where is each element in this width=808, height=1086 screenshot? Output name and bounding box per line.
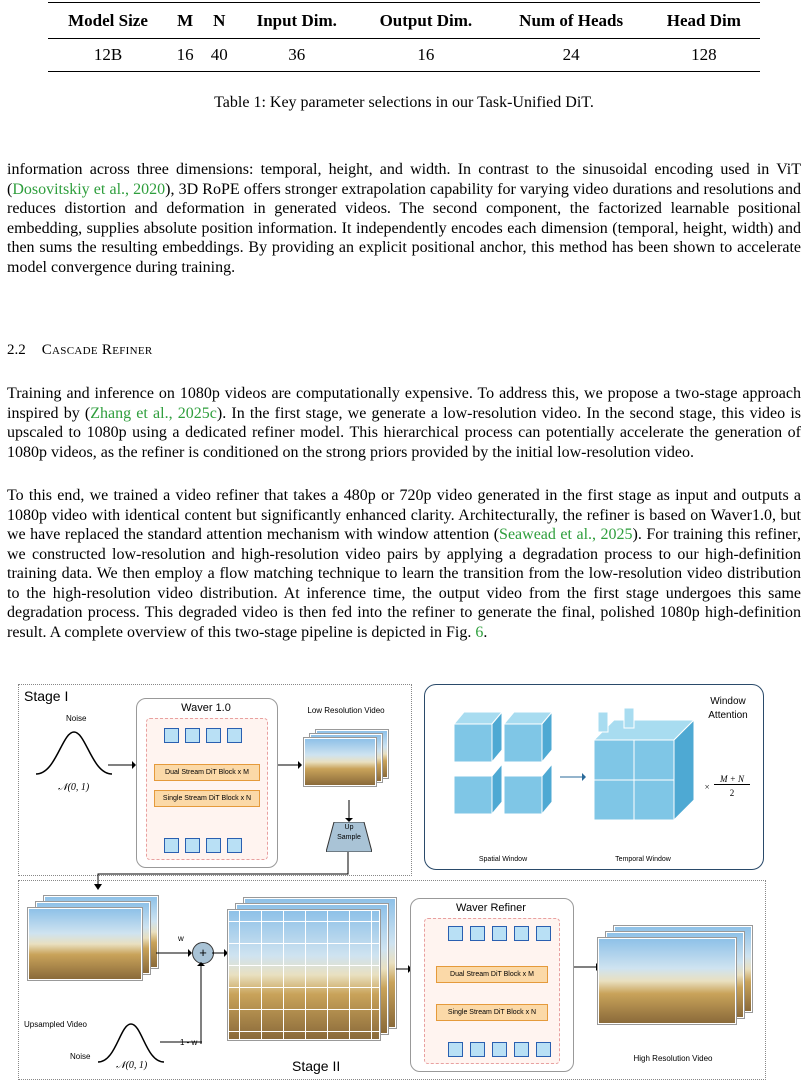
token-square: [206, 728, 221, 743]
stage2-label: Stage II: [292, 1058, 341, 1074]
times-sign: ×: [704, 782, 711, 792]
gaussian-curve-icon: [34, 728, 114, 778]
table-cell: 24: [495, 39, 648, 72]
table-cell: 12B: [48, 39, 168, 72]
high-res-label: High Resolution Video: [633, 1054, 713, 1063]
token-square: [492, 1042, 507, 1057]
arrow-icon: [108, 760, 136, 770]
input-token-row: [164, 728, 242, 743]
token-square: [536, 1042, 551, 1057]
stage1-label: Stage I: [24, 688, 69, 704]
token-square: [164, 728, 179, 743]
degraded-frame-grid: [228, 910, 380, 1040]
window-title: Window: [710, 696, 746, 707]
col-header: Head Dim: [648, 3, 760, 39]
token-square: [470, 926, 485, 941]
section-number: 2.2: [7, 342, 26, 358]
col-header: Num of Heads: [495, 3, 648, 39]
col-header: N: [202, 3, 236, 39]
citation-link[interactable]: Seawead et al., 2025: [499, 526, 633, 543]
spatial-window-cubes: [448, 700, 558, 840]
arrow-down-icon: [344, 800, 354, 822]
table-header-row: [48, 3, 760, 39]
noise-label: Noise: [66, 714, 87, 723]
table-cell: 128: [648, 39, 760, 72]
refiner-input-row: [448, 926, 551, 941]
token-square: [536, 926, 551, 941]
arrow-icon: [212, 948, 228, 958]
gaussian-curve-icon: [96, 1020, 166, 1064]
col-header: Model Size: [48, 3, 168, 39]
single-stream-block: Single Stream DiT Block x N: [154, 790, 260, 807]
section-heading: [7, 342, 153, 359]
low-res-frame: [304, 738, 376, 786]
token-square: [514, 926, 529, 941]
arrow-icon: [156, 948, 192, 958]
parameter-table: [48, 2, 760, 72]
refiner-dual-block: Dual Stream DiT Block x M: [436, 966, 548, 983]
upsample-label: Sample: [337, 834, 361, 841]
token-square: [448, 926, 463, 941]
upsampled-label: Upsampled Video: [24, 1020, 88, 1029]
paragraph-positional: [7, 160, 801, 277]
table-cell: 16: [168, 39, 202, 72]
dual-stream-block: Dual Stream DiT Block x M: [154, 764, 260, 781]
refiner-title: Waver Refiner: [456, 902, 526, 914]
high-res-frame: [598, 938, 736, 1024]
spatial-window-label: Spatial Window: [478, 856, 528, 863]
refiner-output-row: [448, 1042, 551, 1057]
refiner-single-block: Single Stream DiT Block x N: [436, 1004, 548, 1021]
para-text: To this end, we trained a video refiner that takes a 480p or 720p video generated in the first stage as input and outputs a 1080p video with identical content but significantly enhanced clarity. Architecturally, the refiner is based on Waver1.0, but we have replaced the standard attention mechanism with window attention (: [7, 487, 801, 543]
citation-link[interactable]: Zhang et al., 2025c: [90, 404, 217, 422]
token-square: [227, 728, 242, 743]
table-cell: 36: [236, 39, 357, 72]
w-label: w: [178, 934, 184, 943]
normal-dist-label-2: 𝒩(0, 1): [116, 1060, 148, 1071]
token-square: [448, 1042, 463, 1057]
token-square: [470, 1042, 485, 1057]
temporal-window-cubes: [588, 700, 698, 840]
arrow-icon: [560, 772, 586, 782]
col-header: M: [168, 3, 202, 39]
section-title: Cascade Refiner: [41, 342, 153, 358]
sum-node: +: [192, 942, 214, 964]
formula-numerator: M + N: [714, 774, 750, 785]
paragraph-cascade-intro: [7, 384, 801, 462]
token-square: [514, 1042, 529, 1057]
table-cell: 16: [357, 39, 495, 72]
col-header: Output Dim.: [357, 3, 495, 39]
para-text: Training and inference on 1080p videos are computationally expensive. To address this, we propose a two-stage approach inspired by (: [7, 385, 801, 422]
token-square: [492, 926, 507, 941]
temporal-window-label: Temporal Window: [615, 856, 671, 863]
para-text: ), 3D RoPE offers stronger extrapolation capability for varying video durations and resolutions and reduces distortion and deformation in generated videos. The second component, the factorized learnable positional embedding, supplies absolute position information. It independently encodes each dimension (temporal, height, width) and then sums the resulting embeddings. By providing an explicit positional anchor, this method has been shown to accelerate model convergence during training.: [7, 180, 801, 276]
normal-dist-label: 𝒩(0, 1): [58, 782, 90, 793]
token-square: [185, 728, 200, 743]
upsample-label: Up: [344, 824, 354, 831]
figure-link[interactable]: 6: [475, 623, 484, 641]
col-header: Input Dim.: [236, 3, 357, 39]
waver-title: Waver 1.0: [181, 702, 231, 714]
arrow-icon: [278, 760, 302, 770]
table-row: [48, 39, 760, 72]
arrow-icon: [574, 962, 600, 972]
window-title-2: Attention: [708, 710, 748, 721]
upsampled-frame: [28, 908, 142, 980]
table-cell: 40: [202, 39, 236, 72]
arrow-up-icon: [196, 962, 206, 1044]
para-text: information across three dimensions: temporal, height, and width. In contrast to the sinusoidal encoding used in ViT (: [7, 161, 801, 198]
low-res-label: Low Resolution Video: [307, 706, 385, 715]
para-text: .: [483, 623, 488, 641]
table-caption: Table 1: Key parameter selections in our Task-Unified DiT.: [214, 94, 594, 111]
para-text: ). For training this refiner, we constructed low-resolution and high-resolution video pairs by applying a degradation process to our high-definition training data. We then employ a flow matching technique to learn the transition from the low-resolution video distribution to the high-resolution video distribution. At inference time, the output video from the first stage undergoes this same degradation process. This degraded video is then fed into the refiner to generate the final, polished 1080p high-definition result. A complete overview of this two-stage pipeline is depicted in Fig.: [7, 526, 801, 641]
paragraph-refiner: [7, 486, 801, 642]
formula-denominator: 2: [729, 788, 735, 798]
para-text: ). In the first stage, we generate a low-resolution video. In the second stage, this video is upscaled to 1080p using a dedicated refiner model. This hierarchical process can potentially accelerate the generation of 1080p videos, as the refiner is conditioned on the strong priors provided by the initial low-resolution video.: [7, 404, 801, 461]
one-minus-w-label: 1 - w: [180, 1038, 198, 1047]
noise-label-2: Noise: [70, 1052, 91, 1061]
citation-link[interactable]: Dosovitskiy et al., 2020: [12, 180, 166, 198]
